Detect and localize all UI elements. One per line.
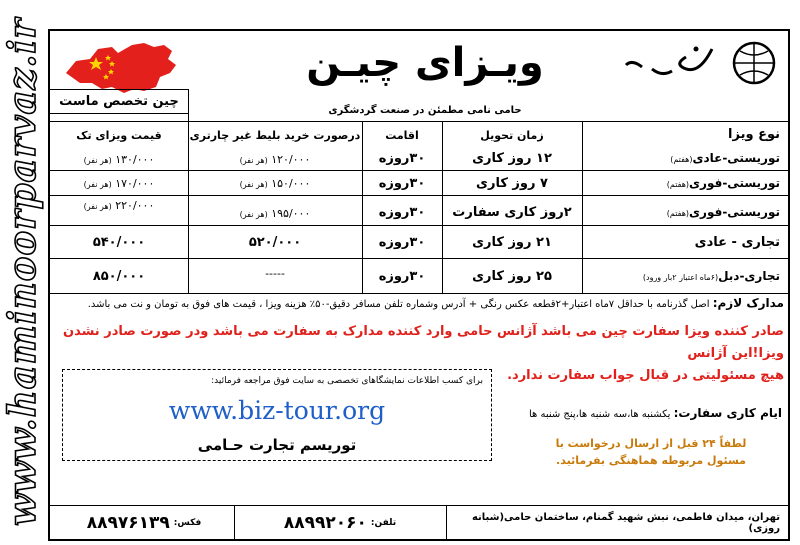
visa-flyer — [48, 29, 790, 541]
table-cell-single: ۵۴۰/۰۰۰ — [92, 235, 146, 250]
table-cell-delivery: ۲۵ روز کاری — [472, 269, 552, 284]
table-cell-type: توریستی-عادی(هفتم) — [670, 151, 780, 165]
header-stay: اقامت — [385, 129, 419, 142]
phone-number: تلفن: ۸۸۹۹۲۰۶۰ — [283, 513, 397, 533]
table-cell-stay: ۳۰روزه — [378, 205, 426, 220]
table-row: ۲۲۰/۰۰۰ (هر نفر) — [83, 199, 155, 212]
sidebar-website-text: www.haminoorparvaz.ir — [0, 18, 44, 526]
table-row: ۱۹۵/۰۰۰ (هر نفر) — [239, 207, 311, 220]
documents-label: مدارک لازم: — [712, 296, 784, 310]
table-row: ۱۷۰/۰۰۰ (هر نفر) — [83, 177, 155, 190]
table-row: ۱۳۰/۰۰۰ (هر نفر) — [83, 153, 155, 166]
table-cell-delivery: ۱۲ روز کاری — [472, 151, 552, 166]
exhibition-info-box — [62, 369, 492, 461]
page-title: ویـزای چیـن — [306, 40, 544, 86]
embassy-working-days — [529, 406, 782, 420]
header-single-price: قیمت ویزای تک — [76, 129, 162, 142]
hami-logo-icon — [602, 37, 782, 89]
fax-number: فکس: ۸۸۹۷۶۱۳۹ — [86, 513, 202, 533]
table-cell-delivery: ۲روز کاری سفارت — [452, 205, 572, 220]
table-cell-delivery: ۷ روز کاری — [476, 176, 548, 191]
table-cell-type: توریستی-فوری(هفتم) — [666, 176, 780, 190]
table-cell-type: توریستی-فوری(هفتم) — [666, 205, 780, 219]
header-type: نوع ویزا — [728, 127, 780, 142]
table-cell-stay: ۳۰روزه — [378, 176, 426, 191]
address: تهران، میدان فاطمی، نبش شهید گمنام، ساختمان حامی(شبانه روزی) — [471, 512, 780, 534]
table-row: ۱۵۰/۰۰۰ (هر نفر) — [239, 177, 311, 190]
table-cell-with-ticket: ----- — [265, 267, 285, 280]
table-cell-stay: ۳۰روزه — [378, 235, 426, 250]
table-cell-with-ticket: ۵۲۰/۰۰۰ — [248, 235, 302, 250]
header-delivery: زمان تحویل — [480, 129, 544, 142]
tagline: حامی نامی مطمئن در صنعت گردشگری — [328, 105, 522, 116]
specialist-label: چین تخصص ماست — [59, 93, 179, 109]
header-with-ticket: درصورت خرید بلیط غیر چارتری — [189, 129, 361, 142]
embassy-disclaimer: صادر کننده ویزا سفارت چین می باشد آژانس حامی وارد کننده مدارک به سفارت می باشد ودر صورت صادر نشدن ویزا!این آژانس هیچ مسئولیتی در قبال جواب سفارت ندارد. — [62, 324, 784, 383]
hours-text: یکشنبه ها،سه شنبه ها،پنج شنبه ها — [528, 409, 671, 420]
vertical-website-banner — [0, 0, 44, 545]
table-cell-stay: ۳۰روزه — [378, 269, 426, 284]
china-flag-map-icon — [56, 37, 186, 95]
table-cell-type: تجاری-دبل(۶ماه اعتبار ۲بار ورود) — [642, 269, 780, 283]
required-documents — [58, 296, 784, 310]
hours-label: ایام کاری سفارت: — [673, 406, 782, 420]
table-cell-single: ۸۵۰/۰۰۰ — [92, 269, 146, 284]
documents-text: اصل گذرنامه با حداقل ۷ماه اعتبار+۲قطعه عکس رنگی + آدرس وشماره تلفن مسافر دقیق-۵۰٪ هزینه ویزا ، قیمت های فوق به تومان و نت می باشد. — [87, 299, 710, 310]
biz-tour-link[interactable]: www.biz-tour.org — [168, 396, 386, 425]
table-row: ۱۲۰/۰۰۰ (هر نفر) — [239, 153, 311, 166]
table-cell-delivery: ۲۱ روز کاری — [472, 235, 552, 250]
table-cell-type: تجاری - عادی — [694, 235, 780, 250]
table-cell-stay: ۳۰روزه — [378, 151, 426, 166]
coordination-note: لطفاً ۲۴ قبل از ارسال درخواست با مسئول مربوطه هماهنگی بفرمائید. — [555, 437, 747, 467]
brand-name: توریسم تجارت حـامی — [197, 436, 357, 454]
info-box-label: برای کسب اطلاعات نمایشگاهای تخصصی به سایت فوق مراجعه فرمائید: — [211, 376, 483, 386]
